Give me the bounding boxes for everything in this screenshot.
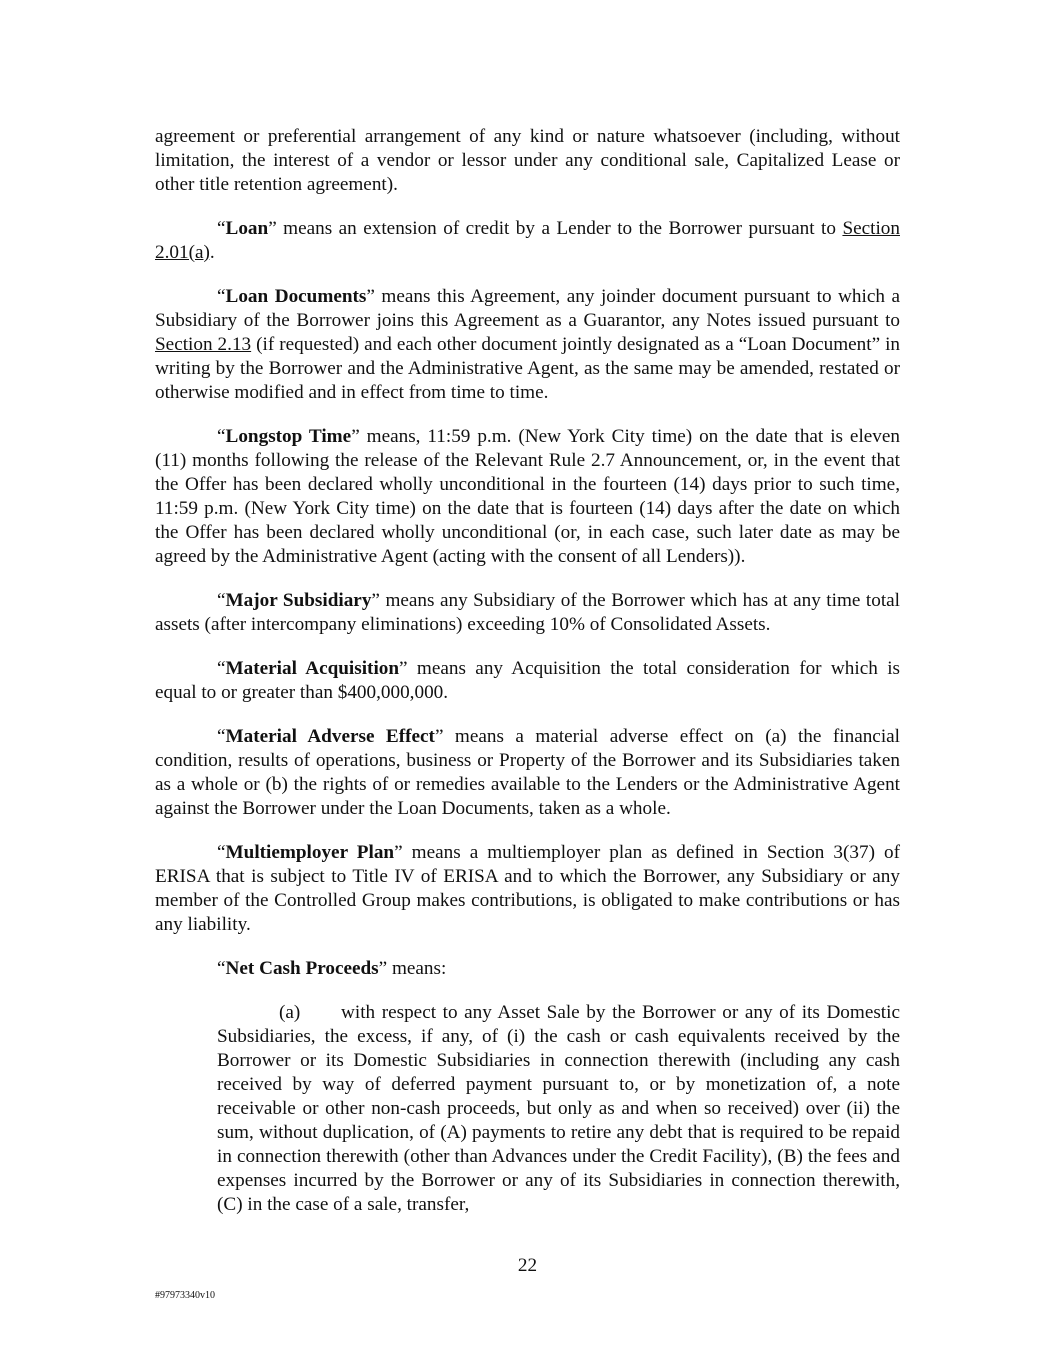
definition-material-acquisition bbox=[155, 657, 900, 705]
definition-text-end: . bbox=[209, 242, 215, 263]
definition-text: ” means an extension of credit by a Lender to the Borrower pursuant to bbox=[268, 218, 843, 239]
open-quote: “ bbox=[217, 218, 226, 239]
definition-text: ” means this Agreement, any joinder document pursuant to which a Subsidiary of the Borrower joins this Agreement as a Guarantor, any Notes issued pursuant to bbox=[155, 286, 900, 331]
defined-term: Major Subsidiary bbox=[225, 590, 372, 611]
open-quote: “ bbox=[217, 842, 226, 863]
open-quote: “ bbox=[217, 426, 226, 447]
section-reference: Section 2.13 bbox=[155, 334, 252, 355]
definition-longstop-time bbox=[155, 425, 900, 569]
definition-text: ” means, 11:59 p.m. (New York City time) on the date that is eleven (11) months following the release of the Relevant Rule 2.7 Announcement, or, in the event that the Offer has been declared wholly unconditional in the fourteen (14) days prior to such time, 11:59 p.m. (New York City time) on the date that is fourteen (14) days after the date on which the Offer has been declared wholly unconditional (or, in each case, such later date as may be agreed by the Administrative Agent (acting with the consent of all Lenders)). bbox=[155, 426, 900, 567]
definition-text: ” means a multiemployer plan as defined in Section 3(37) of ERISA that is subject to Title IV of ERISA and to which the Borrower, any Subsidiary or any member of the Controlled Group makes contributions, is obligated to make contributions or has any liability. bbox=[155, 842, 900, 935]
defined-term: Material Acquisition bbox=[225, 658, 400, 679]
clause-a bbox=[217, 1001, 900, 1217]
document-body bbox=[155, 125, 900, 1237]
page-number: 22 bbox=[517, 1255, 538, 1276]
defined-term: Multiemployer Plan bbox=[225, 842, 395, 863]
definition-major-subsidiary bbox=[155, 589, 900, 637]
clause-label: (a) bbox=[279, 1002, 301, 1023]
defined-term: Loan bbox=[225, 218, 269, 239]
continuation-paragraph: agreement or preferential arrangement of any kind or nature whatsoever (including, without limitation, the interest of a vendor or lessor under any conditional sale, Capitalized Lease or other title retention agreement). bbox=[155, 126, 900, 195]
document-id: #97973340v10 bbox=[155, 1290, 215, 1301]
open-quote: “ bbox=[217, 590, 226, 611]
defined-term: Loan Documents bbox=[225, 286, 367, 307]
defined-term: Longstop Time bbox=[225, 426, 352, 447]
definition-text: ” means any Subsidiary of the Borrower which has at any time total assets (after intercompany eliminations) exceeding 10% of Consolidated Assets. bbox=[155, 590, 901, 635]
definition-text-end: (if requested) and each other document jointly designated as a “Loan Document” in writing by the Borrower and the Administrative Agent, as the same may be amended, restated or otherwise modified and in effect from time to time. bbox=[155, 334, 900, 403]
definition-multiemployer-plan bbox=[155, 841, 900, 937]
clause-text: with respect to any Asset Sale by the Borrower or any of its Domestic Subsidiaries, the excess, if any, of (i) the cash or cash equivalents received by the Borrower or its Domestic Subsidiaries in connection therewith (including any cash received by way of deferred payment pursuant to, or by monetization of, a note receivable or other non-cash proceeds, but only as and when so received) over (ii) the sum, without duplication, of (A) payments to retire any debt that is required to be repaid in connection therewith (other than Advances under the Credit Facility), (B) the fees and expenses incurred by the Borrower or any of its Subsidiaries in connection therewith, (C) in the case of a sale, transfer, bbox=[217, 1002, 900, 1215]
definition-text: ” means a material adverse effect on (a) the financial condition, results of operations, business or Property of the Borrower and its Subsidiaries taken as a whole or (b) the rights of or remedies available to the Lenders or the Administrative Agent against the Borrower under the Loan Documents, taken as a whole. bbox=[155, 726, 900, 819]
defined-term: Net Cash Proceeds bbox=[225, 958, 379, 979]
open-quote: “ bbox=[217, 658, 226, 679]
defined-term: Material Adverse Effect bbox=[225, 726, 435, 747]
open-quote: “ bbox=[217, 286, 226, 307]
definition-loan-documents bbox=[155, 285, 900, 405]
definition-net-cash-proceeds bbox=[155, 957, 900, 981]
open-quote: “ bbox=[217, 726, 226, 747]
definition-loan bbox=[155, 217, 900, 265]
section-reference: Section 2.01(a) bbox=[155, 218, 900, 263]
definition-text: ” means any Acquisition the total consideration for which is equal to or greater than $400,000,000. bbox=[155, 658, 900, 703]
definition-text: ” means: bbox=[378, 958, 447, 979]
definition-material-adverse-effect bbox=[155, 725, 900, 821]
open-quote: “ bbox=[217, 958, 226, 979]
